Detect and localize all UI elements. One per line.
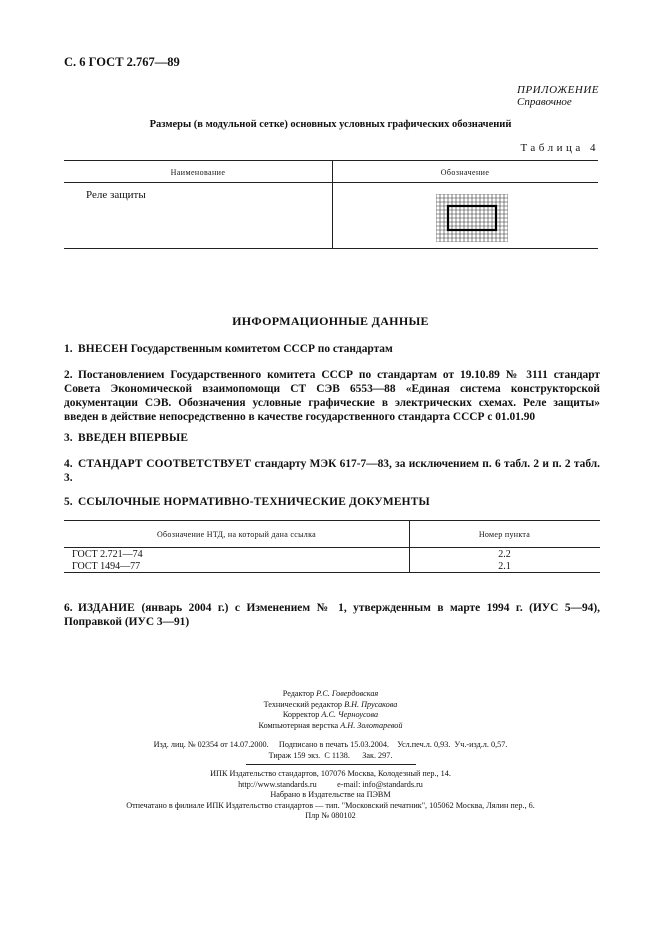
info-item-3 <box>64 431 600 445</box>
references-row-2-doc: ГОСТ 1494—77 <box>72 561 141 572</box>
credit-corrector: Корректор А.С. Черноусова <box>282 710 379 719</box>
references-header-doc: Обозначение НТД, на который дана ссылка <box>156 530 317 539</box>
info-item-1 <box>64 342 600 356</box>
info-item-4-caps: СТАНДАРТ СООТВЕТСТВУЕТ <box>78 458 252 470</box>
info-item-4-text: стандарту МЭК 617-7—83, за исключением п. 6 табл. 2 и п. 2 табл. 3. <box>64 458 601 484</box>
references-row-2-item: 2.1 <box>498 561 511 572</box>
info-item-1-num: 1. <box>64 343 73 355</box>
appendix-label <box>517 84 599 108</box>
info-item-6-text: (январь 2004 г.) с Изменением № 1, утвержденным в марте 1994 г. (ИУС 5—94), Поправкой (ИУС 3—91) <box>64 602 600 628</box>
info-item-6-caps: ИЗДАНИЕ <box>78 602 135 614</box>
info-item-3-caps: ВВЕДЕН ВПЕРВЫЕ <box>78 432 189 444</box>
info-title: ИНФОРМАЦИОННЫЕ ДАННЫЕ <box>232 314 429 328</box>
imprint-divider <box>246 764 416 765</box>
credit-layout: Компьютерная верстка А.Н. Золотаревой <box>258 720 403 730</box>
printer-line-4: Отпечатано в филиале ИПК Издательство стандартов — тип. "Московский печатник", 105062 Москва, Лялин пер., 6. <box>126 800 535 810</box>
credit-tech-editor: Технический редактор В.Н. Прусакова <box>263 699 398 709</box>
info-item-6 <box>64 601 600 629</box>
table4-header-symbol: Обозначение <box>440 168 490 177</box>
printer-line-1: ИПК Издательство стандартов, 107076 Москва, Колодезный пер., 14. <box>210 769 451 778</box>
table4-label: Таблица 4 <box>520 142 599 154</box>
info-item-1-text: Государственным комитетом СССР по стандартам <box>127 343 393 355</box>
info-item-2 <box>64 368 600 424</box>
imprint-printer <box>0 769 661 822</box>
info-item-1-caps: ВНЕСЕН <box>78 343 128 355</box>
printer-line-5: Плр № 080102 <box>305 811 356 820</box>
references-row-1-doc: ГОСТ 2.721—74 <box>72 549 143 560</box>
info-item-4 <box>64 457 600 485</box>
references-row-1-item: 2.2 <box>498 549 511 560</box>
references-header-item: Номер пункта <box>478 530 531 539</box>
appendix-subtitle: Справочное <box>517 96 572 108</box>
info-item-6-num: 6. <box>64 602 73 614</box>
info-item-3-num: 3. <box>64 432 73 444</box>
relay-symbol-grid <box>436 194 508 242</box>
imprint-publication-info <box>0 740 661 761</box>
table4-header-name: Наименование <box>170 168 226 177</box>
credit-editor: Редактор Р.С. Говердовская <box>282 689 379 698</box>
table-caption: Размеры (в модульной сетке) основных условных графических обозначений <box>149 119 512 130</box>
info-item-2-num: 2. <box>64 369 73 381</box>
printer-line-3: Набрано в Издательстве на ПЭВМ <box>270 790 391 799</box>
pub-line-1: Изд. лиц. № 02354 от 14.07.2000. Подписано в печать 15.03.2004. Усл.печ.л. 0,93. Уч.-изд.л. 0,57. <box>153 740 508 749</box>
page-header: С. 6 ГОСТ 2.767—89 <box>64 55 180 69</box>
table4-cell-name: Реле защиты <box>86 189 146 201</box>
info-item-5 <box>64 495 600 509</box>
info-item-5-caps: ССЫЛОЧНЫЕ НОРМАТИВНО-ТЕХНИЧЕСКИЕ ДОКУМЕНТЫ <box>78 496 430 508</box>
pub-line-2: Тираж 159 экз. С 1138. Зак. 297. <box>268 750 393 760</box>
info-item-4-num: 4. <box>64 458 73 470</box>
info-item-2-text: Постановлением Государственного комитета СССР по стандартам от 19.10.89 № 3111 стандарт Совета Экономической взаимопомощи СТ СЭВ 6553—88 «Единая система конструкторской документации СЭВ. Обозначения условные графические в электрических схемах. Реле защиты» введен в действие непосредственно в качестве государственного стандарта СССР с 01.01.90 <box>64 369 600 423</box>
printer-line-2: http://www.standards.ru e-mail: info@standards.ru <box>238 779 423 789</box>
appendix-title: ПРИЛОЖЕНИЕ <box>517 84 599 96</box>
imprint-credits <box>0 689 661 731</box>
info-item-5-num: 5. <box>64 496 73 508</box>
